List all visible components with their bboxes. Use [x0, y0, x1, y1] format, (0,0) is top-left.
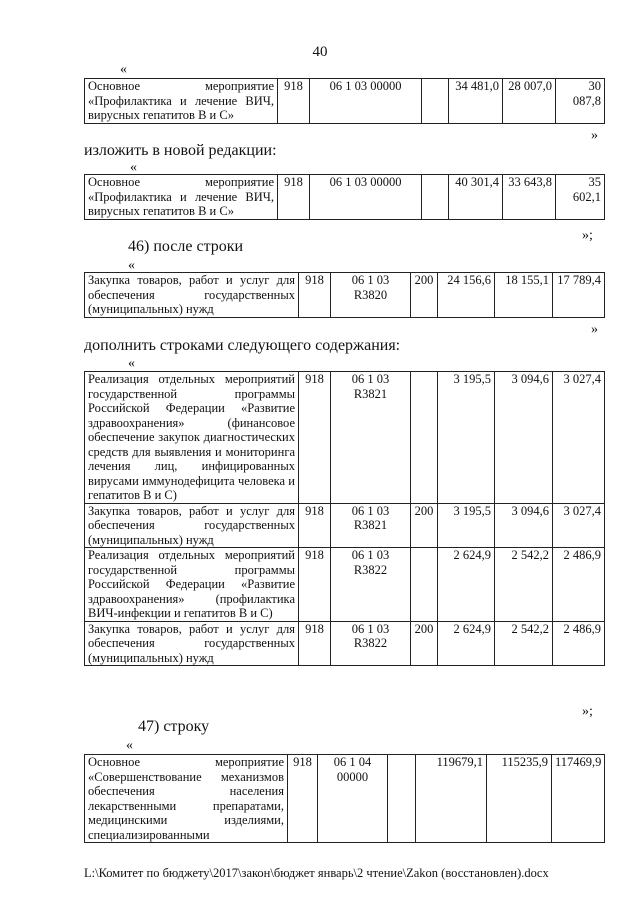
- cell-csr: 06 1 03 R3822: [331, 621, 411, 666]
- cell-name: Закупка товаров, работ и услуг для обеспечения государственных (муниципальных) нужд: [85, 621, 299, 666]
- cell-2017: 24 156,6: [438, 273, 495, 318]
- cell-2018: 18 155,1: [495, 273, 553, 318]
- cell-vr: [411, 548, 438, 622]
- open-quote: «: [128, 356, 135, 371]
- table-row: [85, 621, 605, 666]
- table-old-row: [84, 78, 605, 124]
- cell-2019: 117469,9: [552, 755, 605, 843]
- cell-2017: 2 624,9: [438, 621, 495, 666]
- cell-2017: 2 624,9: [438, 548, 495, 622]
- open-quote: «: [128, 258, 135, 273]
- cell-name: Основное мероприятие «Профилактика и лечение ВИЧ, вирусных гепатитов В и С»: [85, 79, 278, 124]
- cell-grbs: 918: [299, 548, 331, 622]
- cell-name: Закупка товаров, работ и услуг для обеспечения государственных (муниципальных) нужд: [85, 273, 299, 318]
- cell-csr: 06 1 03 00000: [310, 79, 422, 124]
- cell-2018: 28 007,0: [503, 79, 556, 124]
- cell-2018: 33 643,8: [503, 175, 556, 220]
- close-quote: »: [591, 322, 598, 337]
- cell-vr: 200: [411, 621, 438, 666]
- table-row: [85, 372, 605, 504]
- cell-vr: [411, 372, 438, 504]
- cell-2019: 17 789,4: [553, 273, 605, 318]
- paragraph-item47: 47) строку: [138, 718, 210, 735]
- cell-vr: 200: [411, 273, 438, 318]
- table-added-rows: [84, 371, 605, 666]
- page-number: 40: [312, 44, 328, 60]
- cell-2017: 119679,1: [416, 755, 487, 843]
- cell-grbs: 918: [288, 755, 318, 843]
- table-row: [85, 755, 605, 843]
- paragraph-new-edition: изложить в новой редакции:: [84, 142, 277, 159]
- file-path-footer: L:\Комитет по бюджету\2017\закон\бюджет январь\2 чтение\Zakon (восстановлен).docx: [84, 866, 549, 880]
- cell-vr: [422, 175, 449, 220]
- table-new-row: [84, 174, 605, 220]
- table-row: [85, 548, 605, 622]
- cell-grbs: 918: [278, 175, 310, 220]
- cell-2019: 35 602,1: [556, 175, 605, 220]
- cell-vr: [422, 79, 449, 124]
- cell-grbs: 918: [299, 621, 331, 666]
- cell-csr: 06 1 04 00000: [318, 755, 388, 843]
- cell-name: Реализация отдельных мероприятий государственной программы Российской Федерации «Развитие здравоохранения» (финансовое обеспечение закупок диагностических средств для выявления и мониторинга лечения лиц, инфицированных вирусами иммунодефицита человека и гепатитов В и С): [85, 372, 299, 504]
- cell-2019: 2 486,9: [553, 548, 605, 622]
- cell-vr: 200: [411, 503, 438, 548]
- cell-csr: 06 1 03 R3821: [331, 503, 411, 548]
- cell-grbs: 918: [299, 372, 331, 504]
- cell-csr: 06 1 03 R3822: [331, 548, 411, 622]
- cell-2017: 3 195,5: [438, 372, 495, 504]
- cell-grbs: 918: [278, 79, 310, 124]
- cell-2019: 3 027,4: [553, 503, 605, 548]
- close-quote: »: [591, 128, 598, 143]
- table-row: [85, 79, 605, 124]
- open-quote: «: [130, 160, 137, 175]
- cell-csr: 06 1 03 R3820: [331, 273, 411, 318]
- cell-name: Основное мероприятие «Профилактика и лечение ВИЧ, вирусных гепатитов В и С»: [85, 175, 278, 220]
- cell-2018: 2 542,2: [495, 621, 553, 666]
- cell-2017: 34 481,0: [449, 79, 503, 124]
- close-quote-semicolon: »;: [582, 704, 593, 719]
- cell-2018: 115235,9: [487, 755, 552, 843]
- open-quote: «: [120, 62, 127, 77]
- open-quote: «: [126, 738, 133, 753]
- cell-vr: [388, 755, 416, 843]
- cell-name: Основное мероприятие «Совершенствование механизмов обеспечения населения лекарственными препаратами, медицинскими изделиями, специализированными: [85, 755, 288, 843]
- table-after-row: [84, 272, 605, 318]
- table-row: [85, 503, 605, 548]
- cell-2017: 3 195,5: [438, 503, 495, 548]
- cell-2018: 2 542,2: [495, 548, 553, 622]
- cell-2019: 30 087,8: [556, 79, 605, 124]
- cell-name: Реализация отдельных мероприятий государственной программы Российской Федерации «Развитие здравоохранения» (профилактика ВИЧ-инфекции и гепатитов В и С): [85, 548, 299, 622]
- close-quote-semicolon: »;: [582, 228, 593, 243]
- cell-name: Закупка товаров, работ и услуг для обеспечения государственных (муниципальных) нужд: [85, 503, 299, 548]
- table-item47-row: [84, 754, 605, 843]
- paragraph-item46: 46) после строки: [128, 238, 244, 255]
- cell-2019: 2 486,9: [553, 621, 605, 666]
- cell-grbs: 918: [299, 503, 331, 548]
- cell-2018: 3 094,6: [495, 503, 553, 548]
- table-row: [85, 175, 605, 220]
- cell-2019: 3 027,4: [553, 372, 605, 504]
- table-row: [85, 273, 605, 318]
- cell-csr: 06 1 03 R3821: [331, 372, 411, 504]
- cell-2017: 40 301,4: [449, 175, 503, 220]
- cell-csr: 06 1 03 00000: [310, 175, 422, 220]
- paragraph-add-rows: дополнить строками следующего содержания:: [84, 337, 401, 354]
- cell-2018: 3 094,6: [495, 372, 553, 504]
- cell-grbs: 918: [299, 273, 331, 318]
